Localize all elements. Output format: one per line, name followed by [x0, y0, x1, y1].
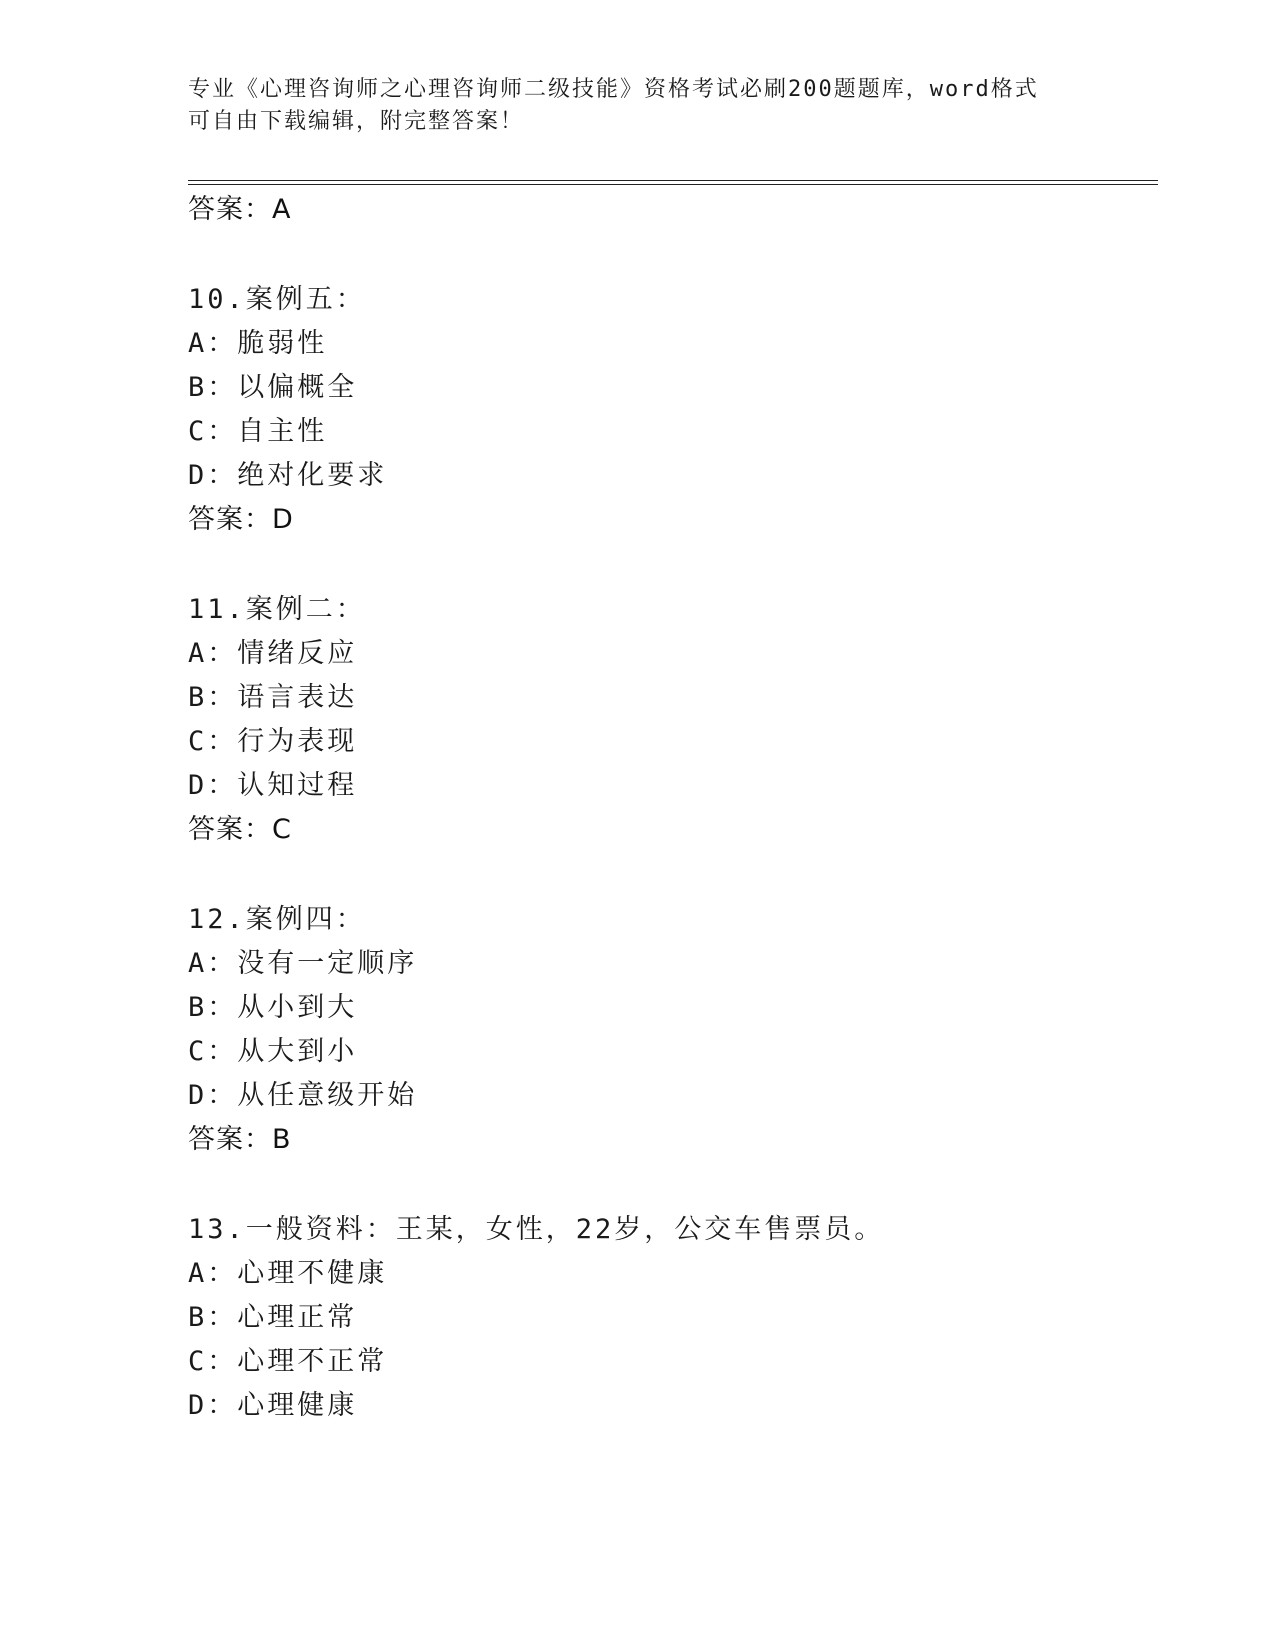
option-c: C：从大到小 [188, 1036, 358, 1067]
option-a: A：脆弱性 [188, 328, 328, 359]
question-stem: 10.案例五： [188, 284, 366, 315]
question-stem: 13.一般资料：王某，女性，22岁，公交车售票员。 [188, 1214, 885, 1245]
header-divider-bottom [188, 184, 1158, 185]
option-d: D：认知过程 [188, 770, 358, 801]
option-c: C：自主性 [188, 416, 328, 447]
option-d: D：从任意级开始 [188, 1080, 418, 1111]
option-a: A：心理不健康 [188, 1258, 388, 1289]
option-d: D：心理健康 [188, 1390, 358, 1421]
option-a: A：没有一定顺序 [188, 948, 418, 979]
option-b: B：心理正常 [188, 1302, 358, 1333]
header-divider-top [188, 180, 1158, 181]
option-b: B：从小到大 [188, 992, 358, 1023]
answer-line: 答案：C [188, 814, 292, 845]
answer-line: 答案：D [188, 504, 294, 535]
option-c: C：心理不正常 [188, 1346, 388, 1377]
answer-line: 答案：B [188, 1124, 292, 1155]
option-b: B：以偏概全 [188, 372, 358, 403]
question-stem: 12.案例四： [188, 904, 366, 935]
option-a: A：情绪反应 [188, 638, 358, 669]
option-c: C：行为表现 [188, 726, 358, 757]
header-line-2: 可自由下载编辑，附完整答案！ [188, 109, 525, 134]
question-stem: 11.案例二： [188, 594, 366, 625]
option-d: D：绝对化要求 [188, 460, 388, 491]
answer-line: 答案：A [188, 194, 292, 225]
option-b: B：语言表达 [188, 682, 358, 713]
document-header [188, 74, 1068, 138]
header-line-1: 专业《心理咨询师之心理咨询师二级技能》资格考试必刷200题题库，word格式 [188, 77, 1039, 102]
